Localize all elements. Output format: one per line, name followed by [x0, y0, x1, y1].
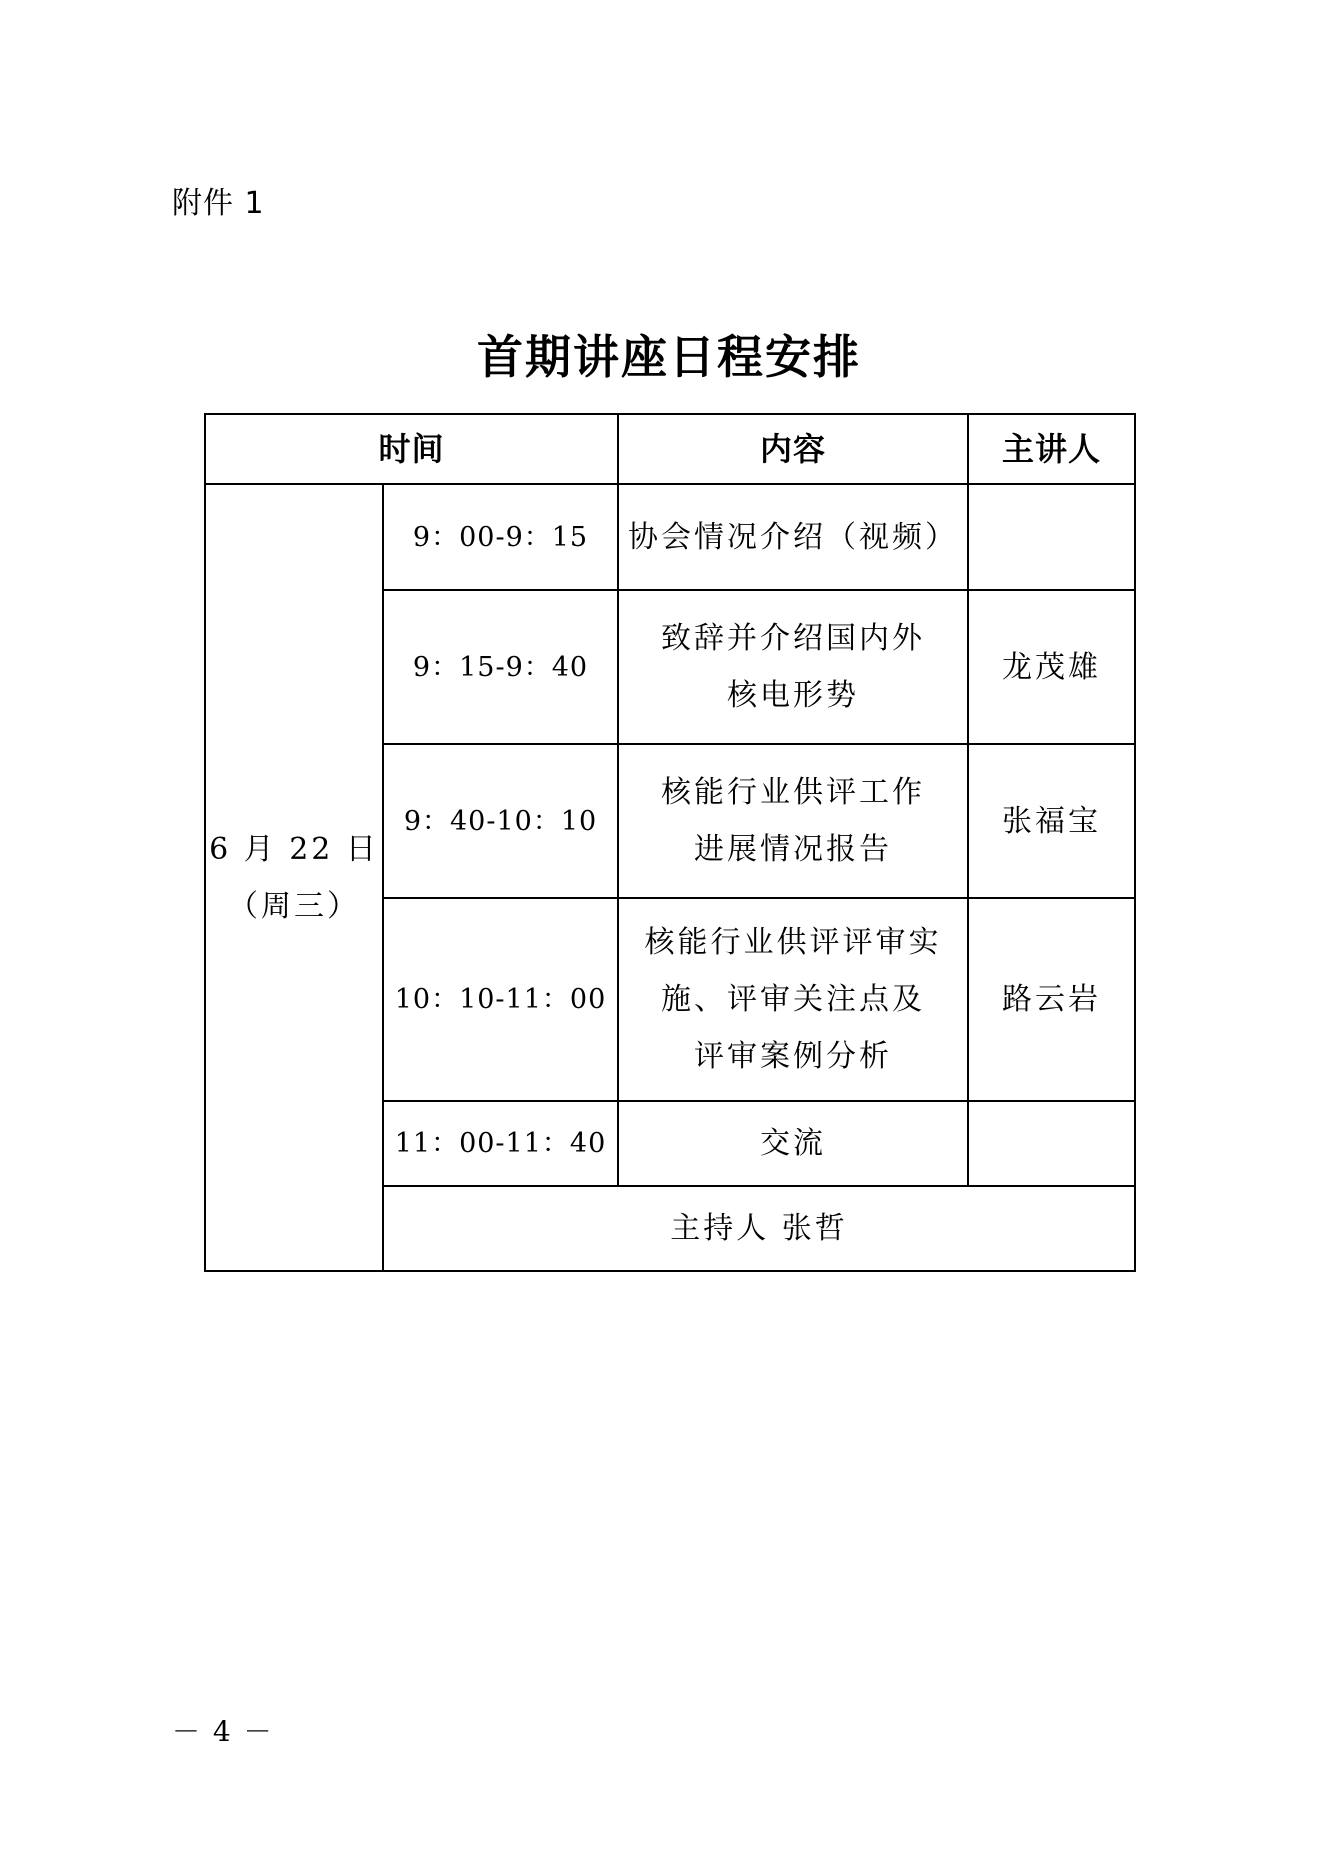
content-line: 评审案例分析	[694, 1039, 893, 1074]
date-line: 6 月 22 日	[209, 831, 379, 867]
speaker-cell: 路云岩	[968, 898, 1135, 1101]
content-line: 核电形势	[727, 678, 860, 713]
time-cell: 10：10-11：00	[383, 898, 618, 1101]
speaker-cell	[968, 1101, 1135, 1186]
page-number: － 4 －	[172, 1715, 274, 1748]
header-speaker: 主讲人	[968, 414, 1135, 484]
speaker-cell: 龙茂雄	[968, 590, 1135, 744]
page-title: 首期讲座日程安排	[477, 330, 861, 384]
content-cell	[618, 744, 968, 898]
speaker-cell: 张福宝	[968, 744, 1135, 898]
date-cell	[205, 484, 383, 1271]
header-content: 内容	[618, 414, 968, 484]
content-line: 交流	[760, 1126, 827, 1161]
content-line: 施、评审关注点及	[661, 982, 926, 1017]
host-cell: 主持人 张哲	[383, 1186, 1135, 1271]
time-cell: 11：00-11：40	[383, 1101, 618, 1186]
time-cell: 9：15-9：40	[383, 590, 618, 744]
weekday-line: （周三）	[228, 888, 360, 924]
time-cell: 9：00-9：15	[383, 484, 618, 590]
attachment-label: 附件 1	[172, 186, 265, 221]
content-cell	[618, 898, 968, 1101]
time-cell: 9：40-10：10	[383, 744, 618, 898]
content-line: 致辞并介绍国内外	[661, 621, 926, 656]
content-line: 核能行业供评工作	[661, 775, 926, 810]
schedule-table	[204, 413, 1136, 1272]
content-line: 进展情况报告	[694, 832, 893, 867]
table-row	[205, 484, 1135, 590]
content-cell	[618, 1101, 968, 1186]
content-line: 协会情况介绍（视频）	[628, 519, 959, 555]
header-time: 时间	[205, 414, 618, 484]
table-header-row	[205, 414, 1135, 484]
content-cell	[618, 484, 968, 590]
content-cell	[618, 590, 968, 744]
speaker-cell	[968, 484, 1135, 590]
content-line: 核能行业供评评审实	[644, 925, 942, 960]
